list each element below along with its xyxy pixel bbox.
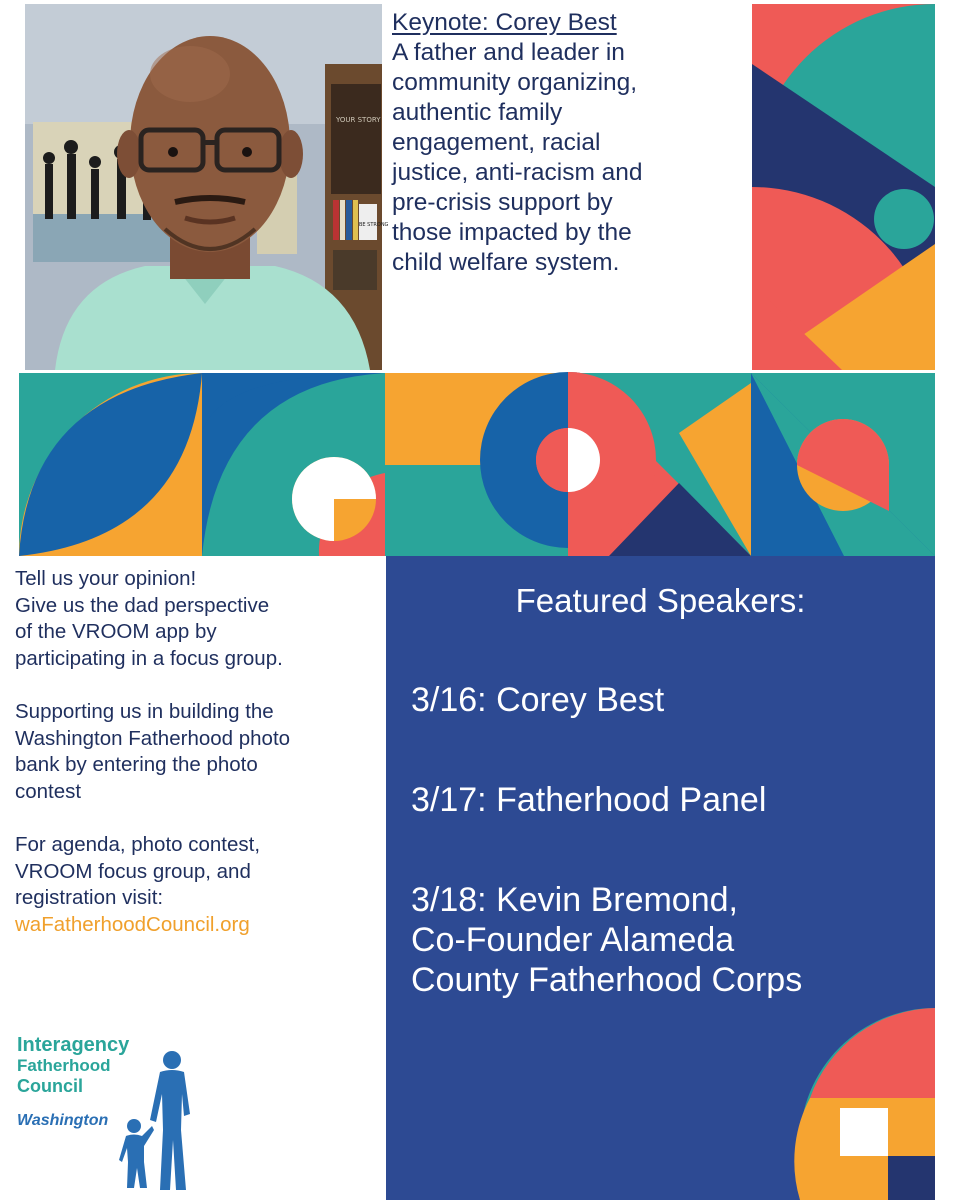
speaker-line: 3/18: Kevin Bremond, <box>411 881 738 919</box>
photo-contest-paragraph <box>15 699 387 805</box>
info-line: Washington Fatherhood photo <box>15 726 291 750</box>
keynote-line: A father and leader in <box>392 39 625 66</box>
info-line: For agenda, photo contest, <box>15 832 261 856</box>
info-line: registration visit: <box>15 886 164 910</box>
geometric-art-band <box>19 373 935 556</box>
speaker-line: 3/17: Fatherhood Panel <box>411 781 767 819</box>
opinion-paragraph <box>15 566 387 672</box>
logo-line-3: Council <box>17 1076 83 1096</box>
logo-line-4: Washington <box>17 1112 109 1129</box>
book-spine-text-1: YOUR STORY <box>336 116 381 124</box>
speaker-line: County Fatherhood Corps <box>411 961 803 999</box>
info-line: Tell us your opinion! <box>15 567 197 590</box>
keynote-title: Keynote: Corey Best <box>392 9 617 36</box>
speaker-photo <box>25 4 389 370</box>
council-logo <box>12 1030 212 1195</box>
agenda-paragraph <box>15 832 387 938</box>
speaker-line: Co-Founder Alameda <box>411 921 735 959</box>
info-line: of the VROOM app by <box>15 620 217 644</box>
speaker-entry <box>411 680 664 720</box>
book-spine-text-2: BE STRONG <box>359 222 389 228</box>
info-line: participating in a focus group. <box>15 646 283 670</box>
father-child-silhouette-icon <box>116 1050 196 1195</box>
keynote-line: pre-crisis support by <box>392 189 613 216</box>
keynote-line: community organizing, <box>392 69 638 96</box>
geometric-art-top-right <box>752 4 935 370</box>
speaker-line: 3/16: Corey Best <box>411 681 665 719</box>
keynote-line: engagement, racial <box>392 129 601 156</box>
keynote-line: child welfare system. <box>392 249 620 276</box>
info-line: Give us the dad perspective <box>15 593 270 617</box>
info-line: bank by entering the photo <box>15 753 258 777</box>
info-line: contest <box>15 779 82 803</box>
keynote-line: those impacted by the <box>392 219 632 246</box>
speaker-entry <box>411 880 921 1000</box>
featured-speakers-panel <box>386 556 935 1200</box>
website-link[interactable]: waFatherhoodCouncil.org <box>15 912 250 936</box>
speaker-portrait <box>25 4 389 370</box>
featured-speakers-title: Featured Speakers: <box>515 582 806 619</box>
speaker-entry <box>411 780 766 820</box>
logo-line-1: Interagency <box>17 1034 130 1056</box>
info-line: Supporting us in building the <box>15 699 274 723</box>
info-line: VROOM focus group, and <box>15 859 251 883</box>
keynote-line: authentic family <box>392 99 563 126</box>
event-info <box>15 566 387 938</box>
logo-line-2: Fatherhood <box>17 1056 111 1075</box>
geometric-art-corner <box>800 1008 935 1200</box>
keynote-description <box>392 8 747 278</box>
keynote-line: justice, anti-racism and <box>392 159 643 186</box>
